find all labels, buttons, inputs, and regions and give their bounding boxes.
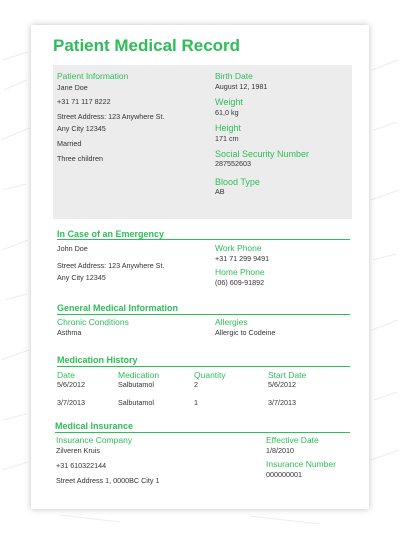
emergency-heading: In Case of an Emergency bbox=[57, 229, 165, 239]
insurance-address: Street Address 1, 0000BC City 1 bbox=[56, 476, 160, 485]
insurance-number-value: 000000001 bbox=[266, 470, 302, 479]
patient-children: Three children bbox=[57, 154, 103, 163]
birth-date-label: Birth Date bbox=[215, 71, 253, 81]
med-row-1-date: 5/6/2012 bbox=[57, 380, 85, 389]
emergency-address-line1: Street Address: 123 Anywhere St. bbox=[57, 261, 165, 270]
work-phone-value: +31 71 299 9491 bbox=[215, 254, 270, 263]
blood-type-value: AB bbox=[215, 187, 225, 196]
insurance-company-label: Insurance Company bbox=[56, 435, 133, 445]
chronic-conditions-label: Chronic Conditions bbox=[57, 317, 129, 327]
emergency-rule bbox=[57, 239, 350, 240]
insurance-company-value: Zilveren Kruis bbox=[56, 446, 100, 455]
chronic-conditions-value: Asthma bbox=[57, 328, 82, 337]
patient-marital-status: Married bbox=[57, 139, 82, 148]
ssn-label: Social Security Number bbox=[215, 149, 310, 159]
med-row-2-medication: Salbutamol bbox=[118, 398, 154, 407]
insurance-number-label: Insurance Number bbox=[266, 459, 336, 469]
page-title: Patient Medical Record bbox=[53, 36, 241, 55]
birth-date-value: August 12, 1981 bbox=[215, 82, 268, 91]
general-medical-heading: General Medical Information bbox=[57, 303, 179, 313]
home-phone-label: Home Phone bbox=[215, 267, 265, 277]
allergies-value: Allergic to Codeine bbox=[215, 328, 276, 337]
column-header-date: Date bbox=[57, 370, 75, 380]
general-medical-rule bbox=[57, 314, 350, 315]
med-row-1-start-date: 5/6/2012 bbox=[268, 380, 296, 389]
med-row-2-date: 3/7/2013 bbox=[57, 398, 85, 407]
patient-name: Jane Doe bbox=[57, 83, 88, 92]
patient-info-panel bbox=[53, 65, 352, 219]
column-header-medication: Medication bbox=[118, 370, 160, 380]
med-row-1-medication: Salbutamol bbox=[118, 380, 154, 389]
emergency-address-line2: Any City 12345 bbox=[57, 273, 106, 282]
allergies-label: Allergies bbox=[215, 317, 248, 327]
patient-info-heading: Patient Information bbox=[57, 71, 129, 81]
weight-value: 61,0 kg bbox=[215, 108, 239, 117]
insurance-phone: +31 610322144 bbox=[56, 461, 107, 470]
blood-type-label: Blood Type bbox=[215, 177, 260, 187]
medication-history-heading: Medication History bbox=[57, 355, 138, 365]
medication-history-rule bbox=[57, 366, 350, 367]
ssn-value: 287552603 bbox=[215, 159, 251, 168]
med-row-2-start-date: 3/7/2013 bbox=[268, 398, 296, 407]
patient-address-line2: Any City 12345 bbox=[57, 124, 106, 133]
insurance-rule bbox=[55, 432, 350, 433]
weight-label: Weight bbox=[215, 97, 243, 107]
patient-phone: +31 71 117 8222 bbox=[57, 97, 111, 106]
effective-date-label: Effective Date bbox=[266, 435, 319, 445]
med-row-2-quantity: 1 bbox=[194, 398, 198, 407]
column-header-quantity: Quantity bbox=[194, 370, 226, 380]
column-header-start-date: Start Date bbox=[268, 370, 307, 380]
patient-address-line1: Street Address: 123 Anywhere St. bbox=[57, 112, 165, 121]
effective-date-value: 1/8/2010 bbox=[266, 446, 294, 455]
work-phone-label: Work Phone bbox=[215, 243, 262, 253]
insurance-heading: Medical Insurance bbox=[55, 421, 134, 431]
medical-record-card bbox=[31, 25, 369, 509]
med-row-1-quantity: 2 bbox=[194, 380, 198, 389]
height-label: Height bbox=[215, 123, 242, 133]
emergency-contact-name: John Doe bbox=[57, 244, 88, 253]
height-value: 171 cm bbox=[215, 134, 239, 143]
home-phone-value: (06) 609-91892 bbox=[215, 278, 265, 287]
